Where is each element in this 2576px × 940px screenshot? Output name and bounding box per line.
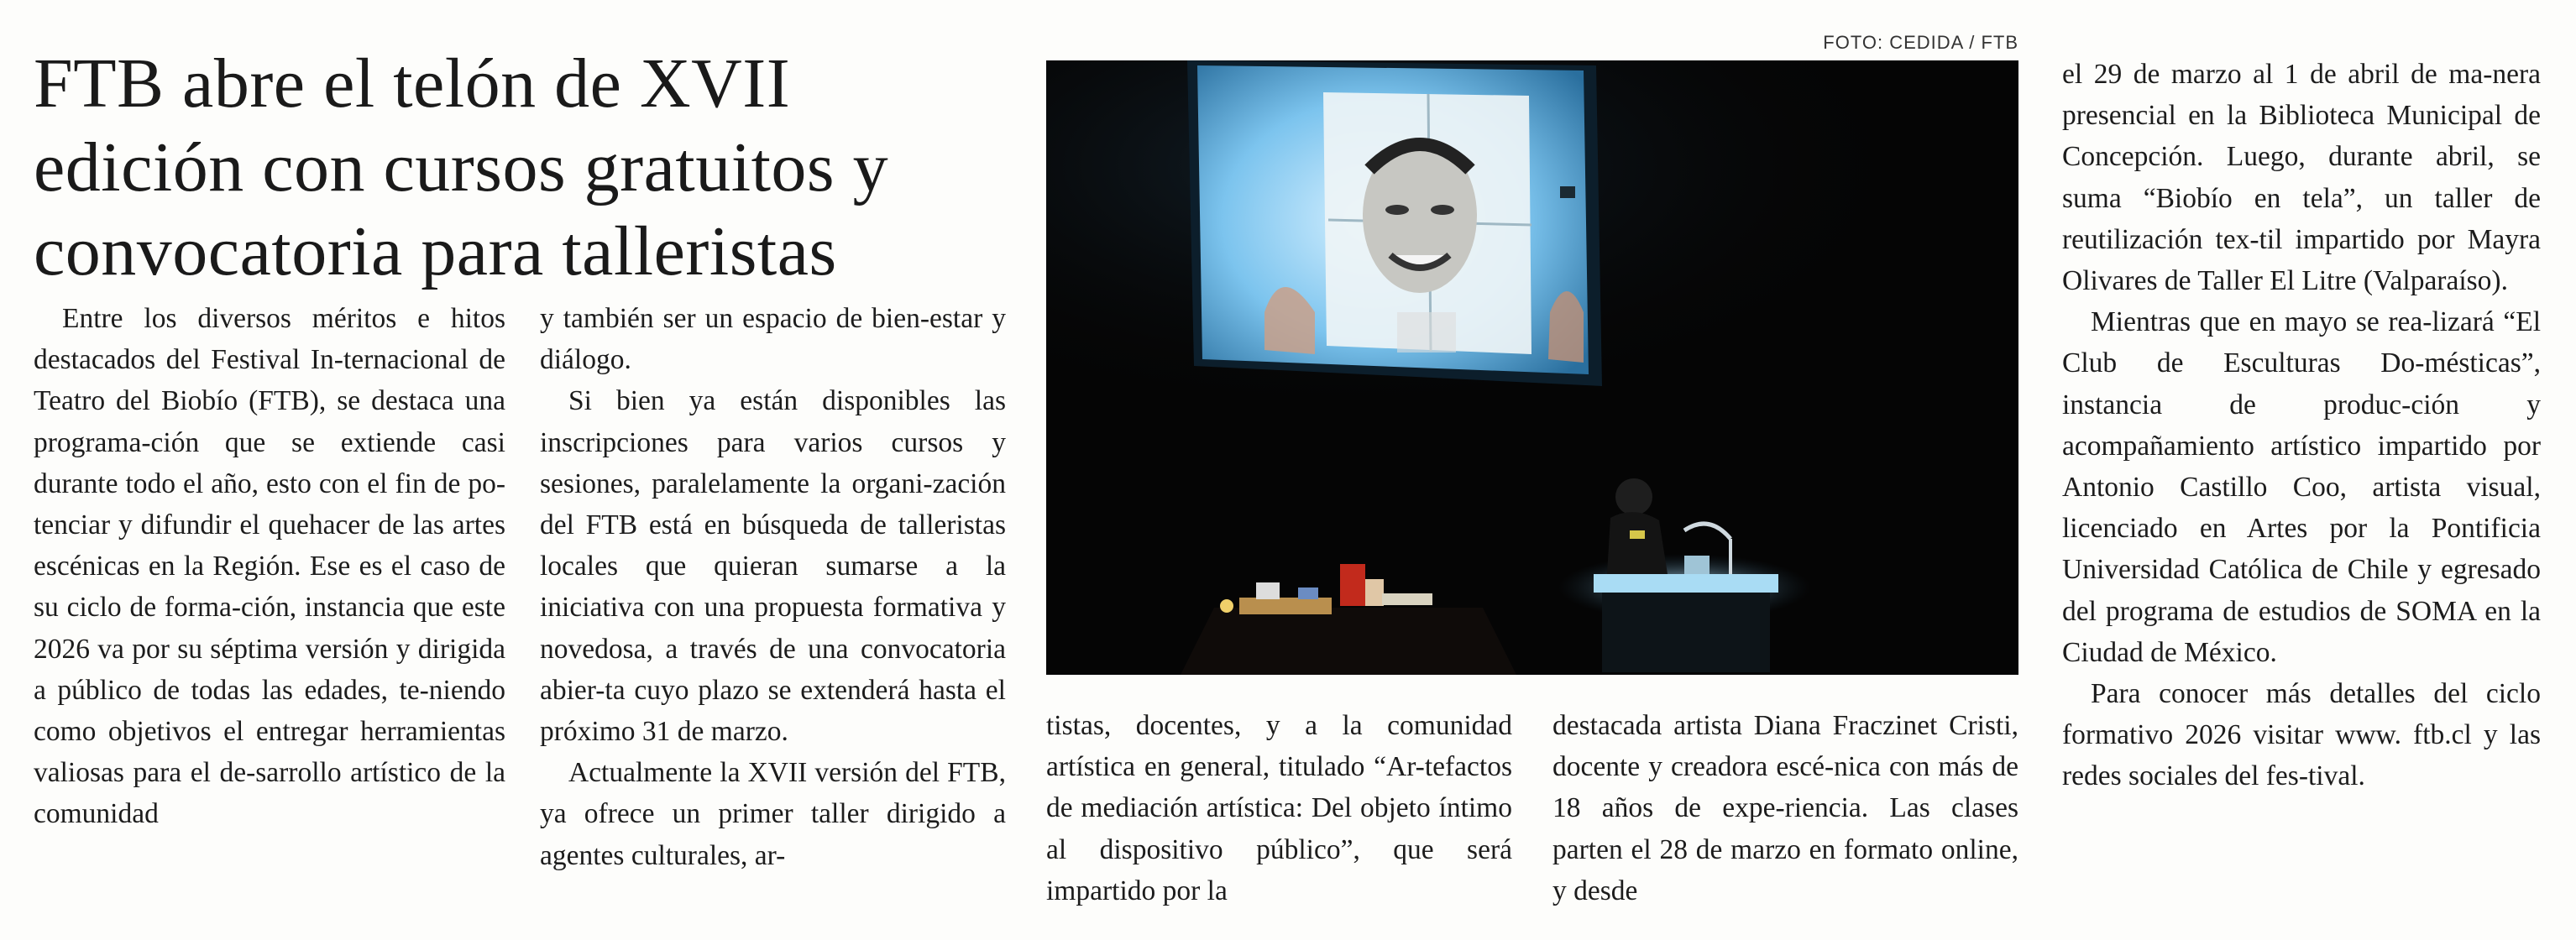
article-headline: [34, 42, 974, 294]
article-column-4: [1552, 705, 2018, 911]
article-paragraph: Si bien ya están disponibles las inscripciones para varios cursos y sesiones, paralelamente la organi-zación del FTB está en búsqueda de talleristas locales que quieran sumarse a la iniciativa con una propuesta formativa y novedosa, a través de una convocatoria abier-ta cuyo plazo se extenderá hasta el próximo 31 de marzo.: [540, 385, 1006, 748]
article-paragraph: y también ser un espacio de bien-estar y diálogo.: [540, 303, 1006, 376]
projection-screen: [1187, 60, 1602, 386]
article-column-3: [1046, 705, 1512, 911]
article-paragraph: destacada artista Diana Fraczinet Cristi, docente y creadora escé-nica con más de 18 años de expe-riencia. Las clases parten el 28 de marzo en formato online, y desde: [1552, 710, 2018, 906]
article-column-1: [34, 298, 505, 835]
headline-line: FTB abre el telón de XVII: [34, 44, 791, 123]
article-photo: [1046, 60, 2018, 675]
article-paragraph: Para conocer más detalles del ciclo formativo 2026 visitar www. ftb.cl y las redes sociales del fes-tival.: [2062, 678, 2541, 792]
article-paragraph: Entre los diversos méritos e hitos destacados del Festival In-ternacional de Teatro del Biobío (FTB), se destaca una programa-ción que se extiende casi durante todo el año, esto con el fin de po-tenciar y difundir el quehacer de las artes escénicas en la Región. Ese es el caso de su ciclo de forma-ción, instancia que este 2026 va por su séptima versión y dirigida a público de todas las edades, te-niendo como objetivos el entregar herramientas valiosas para el de-sarrollo artístico de la comunidad: [34, 303, 505, 830]
article-column-2: [540, 298, 1006, 876]
article-paragraph: el 29 de marzo al 1 de abril de ma-nera presencial en la Biblioteca Municipal de Concepción. Luego, durante abril, se suma “Biobío en tela”, un taller de reutilización tex-til impartido por Mayra Olivares de Taller El Litre (Valparaíso).: [2062, 59, 2541, 297]
article-column-5: [2062, 54, 2541, 797]
stage-scene-illustration: [1046, 60, 2018, 675]
headline-line: convocatoria para talleristas: [34, 212, 837, 290]
photo-credit: FOTO: CEDIDA / FTB: [1823, 32, 2018, 53]
article-paragraph: Mientras que en mayo se rea-lizará “El Club de Esculturas Do-mésticas”, instancia de produc-ción y acompañamiento artístico impartido por Antonio Castillo Coo, artista visual, licenciado en Artes por la Pontificia Universidad Católica de Chile y egresado del programa de estudios de SOMA en la Ciudad de México.: [2062, 306, 2541, 668]
article-paragraph: Actualmente la XVII versión del FTB, ya ofrece un primer taller dirigido a agentes culturales, ar-: [540, 757, 1006, 871]
headline-line: edición con cursos gratuitos y: [34, 128, 889, 206]
article-paragraph: tistas, docentes, y a la comunidad artística en general, titulado “Ar-tefactos de mediación artística: Del objeto íntimo al dispositivo público”, que será impartido por la: [1046, 710, 1512, 906]
